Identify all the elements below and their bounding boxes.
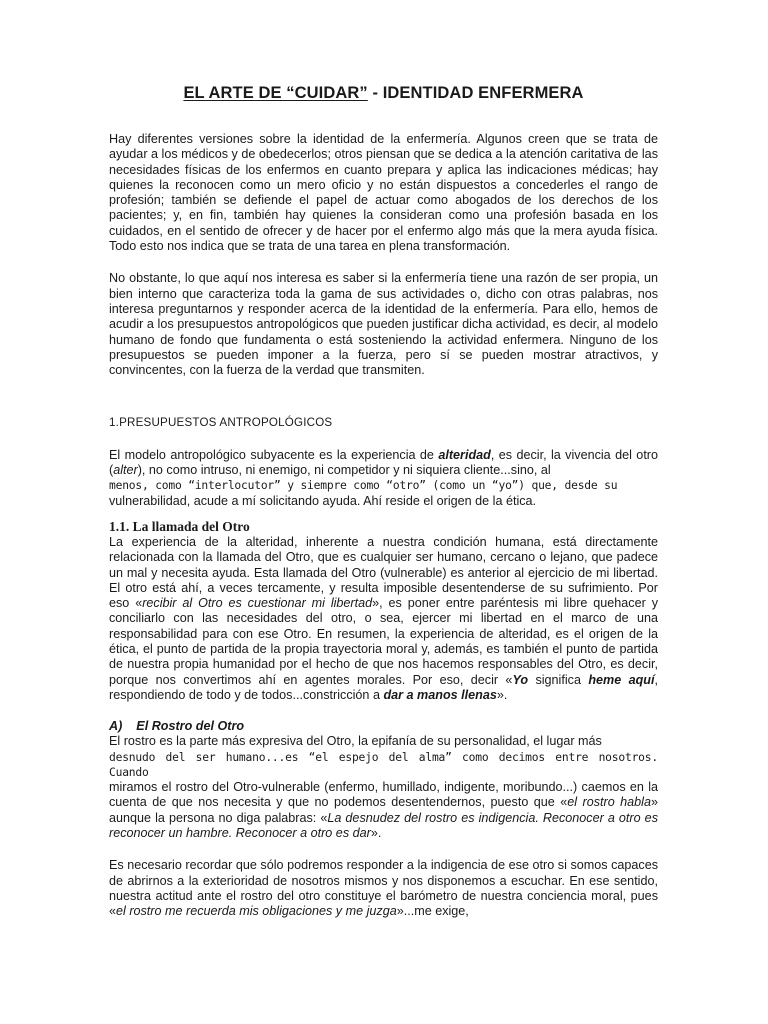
paragraph-6 xyxy=(109,858,658,919)
p4-text-a: La experiencia de la alteridad, inherente a nuestra condición humana, está directamente relacionada con la llamada del Otro, que es cualquier ser humano, cercano o lejano, que padece un mal y necesita ayuda. Esta llamada del Otro (vulnerable) es anterior al ejercicio de mi libertad. El otro está ahí, a veces tercamente, y resulta imposible desentenderse de su sufrimiento. Por eso « xyxy=(109,534,658,611)
p3-alteridad: alteridad xyxy=(438,447,491,462)
paragraph-5 xyxy=(109,734,658,841)
section-heading-1: 1.PRESUPUESTOS ANTROPOLÓGICOS xyxy=(109,416,333,430)
subheading-a-text: El Rostro del Otro xyxy=(136,719,245,734)
subheading-a xyxy=(109,719,658,734)
p3-text-a: El modelo antropológico subyacente es la experiencia de xyxy=(109,447,439,462)
paragraph-3 xyxy=(109,448,658,509)
p3-text-g: vulnerabilidad, acude a mí solicitando ayuda. Ahí reside el origen de la ética. xyxy=(109,493,537,508)
paragraph-4 xyxy=(109,535,658,703)
document-title xyxy=(109,84,658,103)
p4-quote: recibir al Otro es cuestionar mi libertad xyxy=(142,596,373,611)
p4-text-g: , respondiendo de todo y de todos...constricción a xyxy=(109,672,658,702)
p3-alter: alter xyxy=(113,463,138,478)
paragraph-1: Hay diferentes versiones sobre la identidad de la enfermería. Algunos creen que se trata de ayudar a los médicos y de obedecerlos; otros piensan que se dedica a la atención caritativa de las necesidades físicas de los enfermos en cuanto prepara y aplica las indicaciones médicas; hay quienes la reconocen como un mero oficio y no están dispuestos a concederles el rango de profesión; también se defiende el papel de actuar como abogados de los derechos de los pacientes; y, en fin, también hay quienes la consideran como una profesión basada en los cuidados, en el sentido de ofrecer y de hacer por el enfermo algo más que la mera ayuda física. Todo esto nos indica que se trata de una tarea en plena transformación. xyxy=(109,132,658,254)
subheading-a-letter: A) xyxy=(109,719,123,734)
p5-text-g: ». xyxy=(370,825,382,840)
p3-text-e: ), no como intruso, ni enemigo, ni competidor y ni siquiera cliente...sino, al xyxy=(137,463,551,478)
p6-text-a: Es necesario recordar que sólo podremos responder a la indigencia de ese otro si somos capaces de abrirnos a la exterioridad de nosotros mismos y nos disponemos a escuchar. En ese sentido, nuestra actitud ante el rostro del otro constituye el barómetro de nuestra conciencia moral, pues « xyxy=(109,858,658,919)
p5-quote: La desnudez del rostro es indigencia. Reconocer a otro es reconocer un hambre. Reconocer a otro es dar xyxy=(109,810,658,840)
p4-text-c: », es poner entre paréntesis mi libre quehacer y conciliarlo con las necesidades del otro, o sea, ejercer mi libertad en el marco de una responsabilidad para con ese Otro. En resumen, la experiencia de alteridad, es el origen de la ética, el punto de partida de la propia trayectoria moral y, además, es también el punto de partida de nuestra propia humanidad por el hecho de que nos hacemos responsables del Otro, es decir, porque nos convertimos ahí en agentes morales. Por eso, decir « xyxy=(109,596,658,687)
document-page xyxy=(109,84,658,919)
p4-text-e: significa xyxy=(528,672,589,687)
p5-text-a: El rostro es la parte más expresiva del Otro, la epifanía de su personalidad, el lugar más xyxy=(109,734,602,749)
p3-text-c: , es decir, la vivencia del otro ( xyxy=(109,447,659,478)
p6-text-c: »...me exige, xyxy=(396,904,469,919)
paragraph-2: No obstante, lo que aquí nos interesa es saber si la enfermería tiene una razón de ser propia, un bien interno que caracteriza toda la gama de sus actividades o, dicho con otras palabras, nos interesa preguntarnos y responder acerca de la identidad de la enfermería. Para ello, hemos de acudir a los presupuestos antropológicos que pueden justificar dicha actividad, es decir, al modelo humano de fondo que fundamenta o está sosteniendo la actividad enfermera. Ninguno de los presupuestos se pueden imponer a la fuerza, pero sí se pueden mostrar atractivos, y convincentes, con la fuerza de la verdad que transmiten. xyxy=(109,271,658,378)
p3-mono-line: menos, como “interlocutor” y siempre como “otro” (como un “yo”) que, desde su xyxy=(109,479,618,493)
p4-dar-a-manos-llenas: dar a manos llenas xyxy=(383,687,497,702)
title-rest: - IDENTIDAD ENFERMERA xyxy=(367,84,584,102)
p5-mono-line: desnudo del ser humano...es “el espejo del alma” como decimos entre nosotros. Cuando xyxy=(109,750,658,779)
p5-rostro-habla: el rostro habla xyxy=(567,795,651,810)
subheading-1-1: 1.1. La llamada del Otro xyxy=(109,518,250,534)
p4-text-i: ». xyxy=(496,687,508,702)
p6-quote: el rostro me recuerda mis obligaciones y me juzga xyxy=(116,904,397,919)
p5-text-c: miramos el rostro del Otro-vulnerable (enfermo, humillado, indigente, moribundo...) caemos en la cuenta de que nos necesita y que no podemos desentendernos, puesto que « xyxy=(109,780,658,810)
p4-heme-aqui: heme aquí xyxy=(588,672,655,687)
title-underlined: EL ARTE DE “CUIDAR” xyxy=(183,84,368,102)
p5-text-e: » aunque la persona no diga palabras: « xyxy=(109,795,658,825)
p4-yo: Yo xyxy=(512,672,529,687)
